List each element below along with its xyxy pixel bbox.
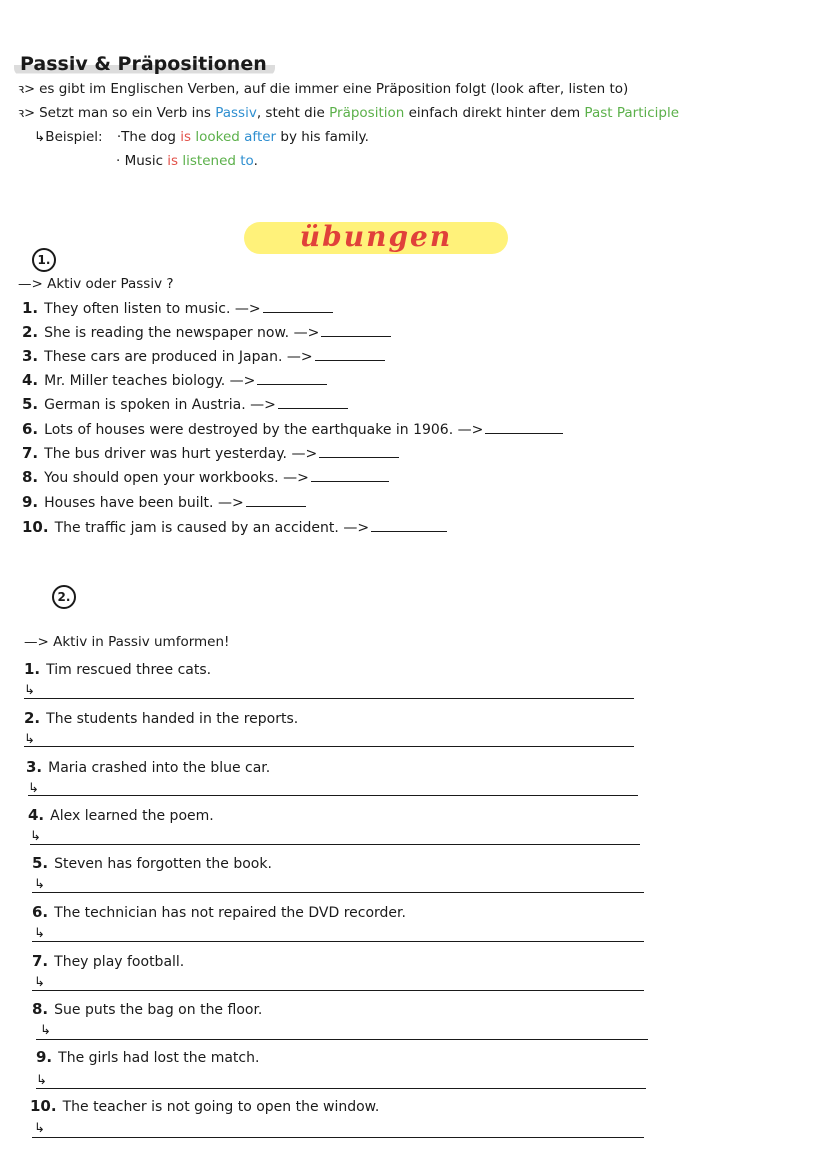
list-item: 9. The girls had lost the match. [36, 1048, 260, 1066]
list-item: 10. The teacher is not going to open the window. [30, 1097, 380, 1115]
answer-blank[interactable] [263, 300, 333, 313]
arrow-icon: —> [286, 349, 313, 365]
answer-blank[interactable] [257, 372, 327, 385]
list-item: 4. Alex learned the poem. [28, 806, 214, 824]
list-item: 6. Lots of houses were destroyed by the earthquake in 1906. —> [22, 420, 563, 439]
answer-line[interactable] [30, 844, 640, 845]
arrow-icon: —> [291, 446, 318, 462]
rule-1 [18, 80, 628, 99]
list-item: 7. The bus driver was hurt yesterday. —> [22, 444, 399, 463]
rule-bullet-icon: ꝛ> [18, 82, 36, 97]
list-item: 2. She is reading the newspaper now. —> [22, 323, 391, 342]
list-item: 5. Steven has forgotten the book. [32, 854, 272, 872]
answer-marker-icon: ↳ [34, 926, 45, 941]
answer-line[interactable] [24, 746, 634, 747]
answer-marker-icon: ↳ [24, 732, 35, 747]
example-2 [116, 152, 258, 170]
answer-blank[interactable] [319, 445, 399, 458]
arrow-icon: —> [217, 495, 244, 511]
answer-line[interactable] [32, 990, 644, 991]
rule-1-text: es gibt im Englischen Verben, auf die immer eine Präposition folgt (look after, listen to) [39, 81, 629, 97]
rule-2 [18, 104, 679, 123]
answer-blank[interactable] [315, 348, 385, 361]
example-2-listened: listened [178, 153, 236, 169]
example-1-looked: looked [191, 129, 240, 145]
list-item: 7. They play football. [32, 952, 185, 970]
answer-marker-icon: ↳ [36, 1073, 47, 1088]
answer-marker-icon: ↳ [24, 683, 35, 698]
arrow-icon: —> [250, 397, 276, 413]
rule-2-past-participle: Past Participle [584, 105, 680, 121]
rule-2-text-c: einfach direkt hinter dem [404, 105, 585, 121]
list-item: 9. Houses have been built. —> [22, 493, 306, 512]
list-item: 5. German is spoken in Austria. —> [22, 395, 348, 414]
exercise-2-instruction: —> Aktiv in Passiv umformen! [24, 634, 230, 650]
list-item: 10. The traffic jam is caused by an accident. —> [22, 518, 447, 537]
example-2-b: . [253, 153, 258, 169]
arrow-icon: —> [293, 325, 320, 341]
answer-blank[interactable] [485, 421, 563, 434]
answer-blank[interactable] [278, 396, 348, 409]
list-item: 3. These cars are produced in Japan. —> [22, 347, 385, 366]
answer-line[interactable] [36, 1088, 646, 1089]
answer-marker-icon: ↳ [28, 781, 39, 796]
list-item: 4. Mr. Miller teaches biology. —> [22, 371, 327, 390]
answer-blank[interactable] [311, 469, 389, 482]
example-1-after: after [239, 129, 277, 145]
answer-line[interactable] [32, 1137, 644, 1138]
answer-line[interactable] [36, 1039, 648, 1040]
example-label: ↳Beispiel: [34, 129, 103, 145]
arrow-icon: —> [283, 470, 309, 486]
answer-line[interactable] [24, 698, 634, 699]
answer-line[interactable] [32, 892, 644, 893]
exercise-1-instruction: —> Aktiv oder Passiv ? [18, 276, 174, 292]
arrow-icon: —> [457, 422, 484, 438]
answer-marker-icon: ↳ [30, 829, 41, 844]
answer-line[interactable] [28, 795, 638, 796]
example-1-a: ·The dog [116, 129, 181, 145]
answer-blank[interactable] [371, 519, 447, 532]
list-item: 3. Maria crashed into the blue car. [26, 758, 271, 776]
answer-marker-icon: ↳ [34, 975, 45, 990]
example-1-is: is [180, 129, 192, 145]
rule-2-passiv: Passiv [215, 105, 257, 121]
list-item: 1. Tim rescued three cats. [24, 660, 212, 678]
rule-2-text-b: , steht die [256, 105, 330, 121]
answer-line[interactable] [32, 941, 644, 942]
answer-blank[interactable] [246, 494, 306, 507]
answer-marker-icon: ↳ [40, 1023, 51, 1038]
exercises-heading-text: übungen [299, 220, 453, 253]
rule-2-text-a: Setzt man so ein Verb ins [39, 105, 216, 121]
answer-marker-icon: ↳ [34, 877, 45, 892]
answer-blank[interactable] [321, 324, 391, 337]
list-item: 2. The students handed in the reports. [24, 709, 299, 727]
exercise-2-number: 2. [52, 585, 76, 609]
arrow-icon: —> [234, 301, 261, 317]
list-item: 8. You should open your workbooks. —> [22, 468, 389, 487]
list-item: 8. Sue puts the bag on the floor. [32, 1000, 263, 1018]
example-2-a: · Music [116, 153, 168, 169]
rule-2-prep: Präposition [329, 105, 405, 121]
answer-marker-icon: ↳ [34, 1121, 45, 1136]
arrow-icon: —> [229, 373, 256, 389]
example-2-to: to [235, 153, 254, 169]
exercise-1-number: 1. [32, 248, 56, 272]
example-1 [34, 128, 369, 146]
arrow-icon: —> [343, 520, 370, 536]
exercises-heading [244, 222, 508, 254]
rule-bullet-icon: ꝛ> [18, 106, 36, 121]
example-1-b: by his family. [276, 129, 369, 145]
page-title: Passiv & Präpositionen [14, 52, 275, 76]
example-2-is: is [167, 153, 179, 169]
list-item: 1. They often listen to music. —> [22, 299, 333, 318]
list-item: 6. The technician has not repaired the DVD recorder. [32, 903, 406, 921]
